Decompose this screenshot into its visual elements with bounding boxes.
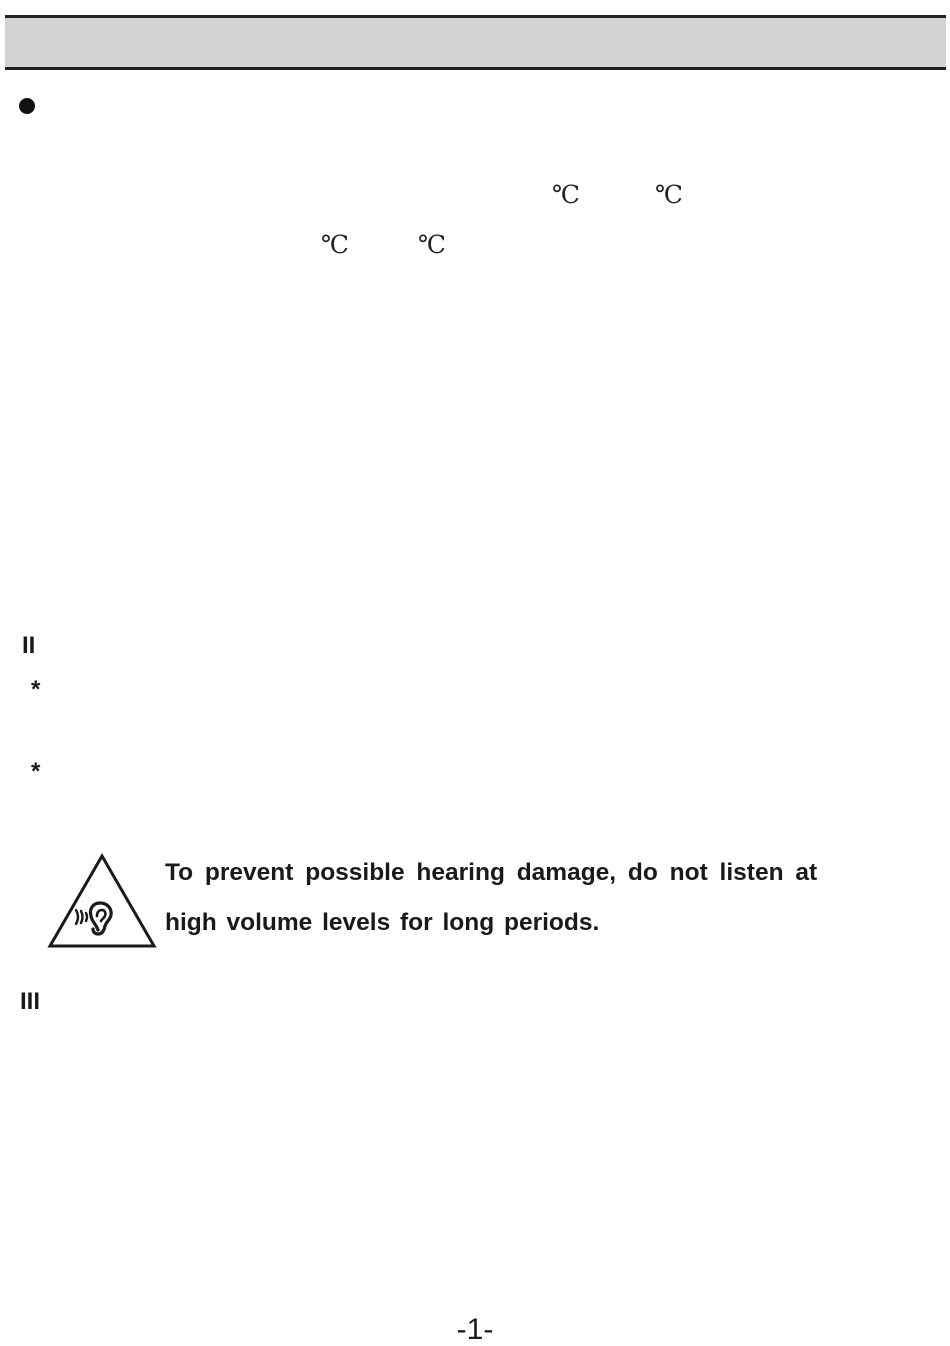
degree-celsius-symbol: ℃ bbox=[552, 180, 580, 209]
degree-celsius-symbol: ℃ bbox=[655, 180, 683, 209]
hearing-warning-icon bbox=[46, 852, 158, 950]
section-numeral-3: III bbox=[20, 988, 41, 1015]
hearing-warning-text-line-2: high volume levels for long periods. bbox=[165, 909, 600, 936]
degree-celsius-symbol: ℃ bbox=[321, 230, 349, 259]
hearing-warning-text-line-1: To prevent possible hearing damage, do not listen at bbox=[165, 859, 818, 886]
page-number: -1- bbox=[456, 1313, 494, 1346]
asterisk-bullet: * bbox=[31, 758, 41, 785]
bullet-dot bbox=[19, 98, 35, 114]
asterisk-bullet: * bbox=[31, 676, 41, 703]
section-header-band bbox=[5, 15, 946, 70]
section-numeral-2: II bbox=[22, 632, 36, 659]
degree-celsius-symbol: ℃ bbox=[418, 230, 446, 259]
